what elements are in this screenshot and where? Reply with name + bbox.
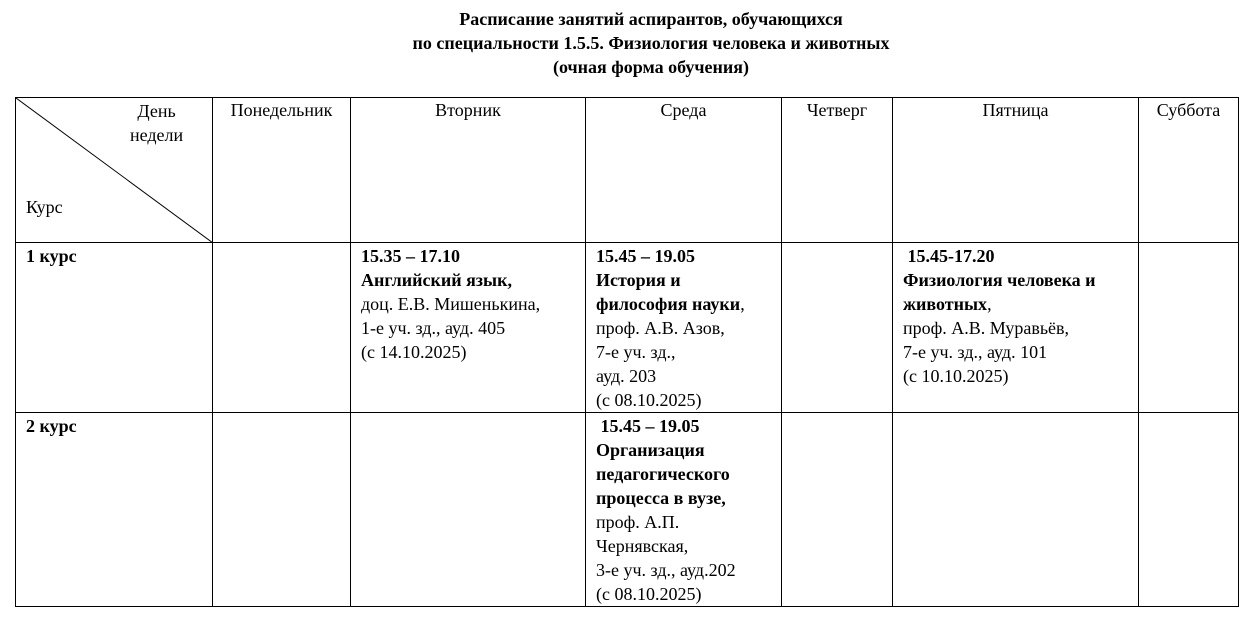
class-subject: Английский язык,: [361, 270, 512, 290]
day-tuesday: Вторник: [351, 98, 586, 243]
class-start-date: (с 10.10.2025): [903, 366, 1009, 386]
course-1-label: 1 курс: [16, 243, 213, 413]
class-subject-line-1: Организация: [596, 440, 705, 460]
table-row-course-2: [16, 413, 1239, 607]
class-room: 7-е уч. зд., ауд. 101: [903, 342, 1048, 362]
day-saturday: Суббота: [1139, 98, 1239, 243]
subject-comma: ,: [987, 294, 992, 314]
class-time: 15.45 – 19.05: [596, 416, 700, 436]
cell-course1-monday: [213, 243, 351, 413]
day-of-week-label: [130, 99, 183, 147]
class-teacher: проф. А.В. Муравьёв,: [903, 318, 1070, 338]
class-subject-text: философия науки: [596, 294, 741, 314]
class-teacher: доц. Е.В. Мишенькина,: [361, 294, 541, 314]
title-line-1: Расписание занятий аспирантов, обучающихся: [459, 9, 843, 29]
class-subject-line-1: История и: [596, 270, 681, 290]
cell-course2-saturday: [1139, 413, 1239, 607]
class-room: ауд. 203: [596, 366, 657, 386]
table-row-course-1: [16, 243, 1239, 413]
cell-course2-wednesday: [586, 413, 782, 607]
course-2-label: 2 курс: [16, 413, 213, 607]
diagonal-divider: [16, 98, 213, 243]
class-time: 15.35 – 17.10: [361, 246, 460, 266]
class-teacher-line-2: Чернявская,: [596, 536, 689, 556]
class-time: 15.45-17.20: [903, 246, 995, 266]
cell-course2-friday: [893, 413, 1139, 607]
title-line-3: (очная форма обучения): [552, 57, 750, 77]
schedule-title: [0, 7, 1252, 79]
cell-course1-tuesday: [351, 243, 586, 413]
schedule-table: [15, 97, 1239, 607]
cell-course2-tuesday: [351, 413, 586, 607]
course-label: Курс: [26, 197, 63, 217]
class-subject-line-2: педагогического: [596, 464, 730, 484]
day-friday: Пятница: [893, 98, 1139, 243]
class-time: 15.45 – 19.05: [596, 246, 695, 266]
class-teacher-line-1: проф. А.П.: [596, 512, 680, 532]
cell-course1-wednesday: [586, 243, 782, 413]
class-start-date: (с 08.10.2025): [596, 584, 702, 604]
class-subject-line-1: Физиология человека и: [903, 270, 1096, 290]
class-room: 3-е уч. зд., ауд.202: [596, 560, 736, 580]
cell-course1-friday: [893, 243, 1139, 413]
class-room: 1-е уч. зд., ауд. 405: [361, 318, 506, 338]
day-wednesday: Среда: [586, 98, 782, 243]
class-building: 7-е уч. зд.,: [596, 342, 676, 362]
corner-cell: [16, 98, 213, 243]
day-thursday: Четверг: [782, 98, 893, 243]
day-label-line-1: День: [137, 101, 176, 121]
day-label-line-2: недели: [130, 125, 184, 145]
header-row: [16, 98, 1239, 243]
cell-course2-monday: [213, 413, 351, 607]
class-start-date: (с 14.10.2025): [361, 342, 467, 362]
cell-course2-thursday: [782, 413, 893, 607]
day-monday: Понедельник: [213, 98, 351, 243]
class-teacher: проф. А.В. Азов,: [596, 318, 725, 338]
title-line-2: по специальности 1.5.5. Физиология человека и животных: [412, 33, 890, 53]
cell-course1-saturday: [1139, 243, 1239, 413]
cell-course1-thursday: [782, 243, 893, 413]
class-subject-text: животных: [903, 294, 988, 314]
subject-comma: ,: [740, 294, 745, 314]
class-subject-line-2: [903, 292, 1138, 316]
class-subject-line-2: [596, 292, 781, 316]
class-start-date: (с 08.10.2025): [596, 390, 702, 410]
class-subject-line-3: процесса в вузе,: [596, 488, 726, 508]
